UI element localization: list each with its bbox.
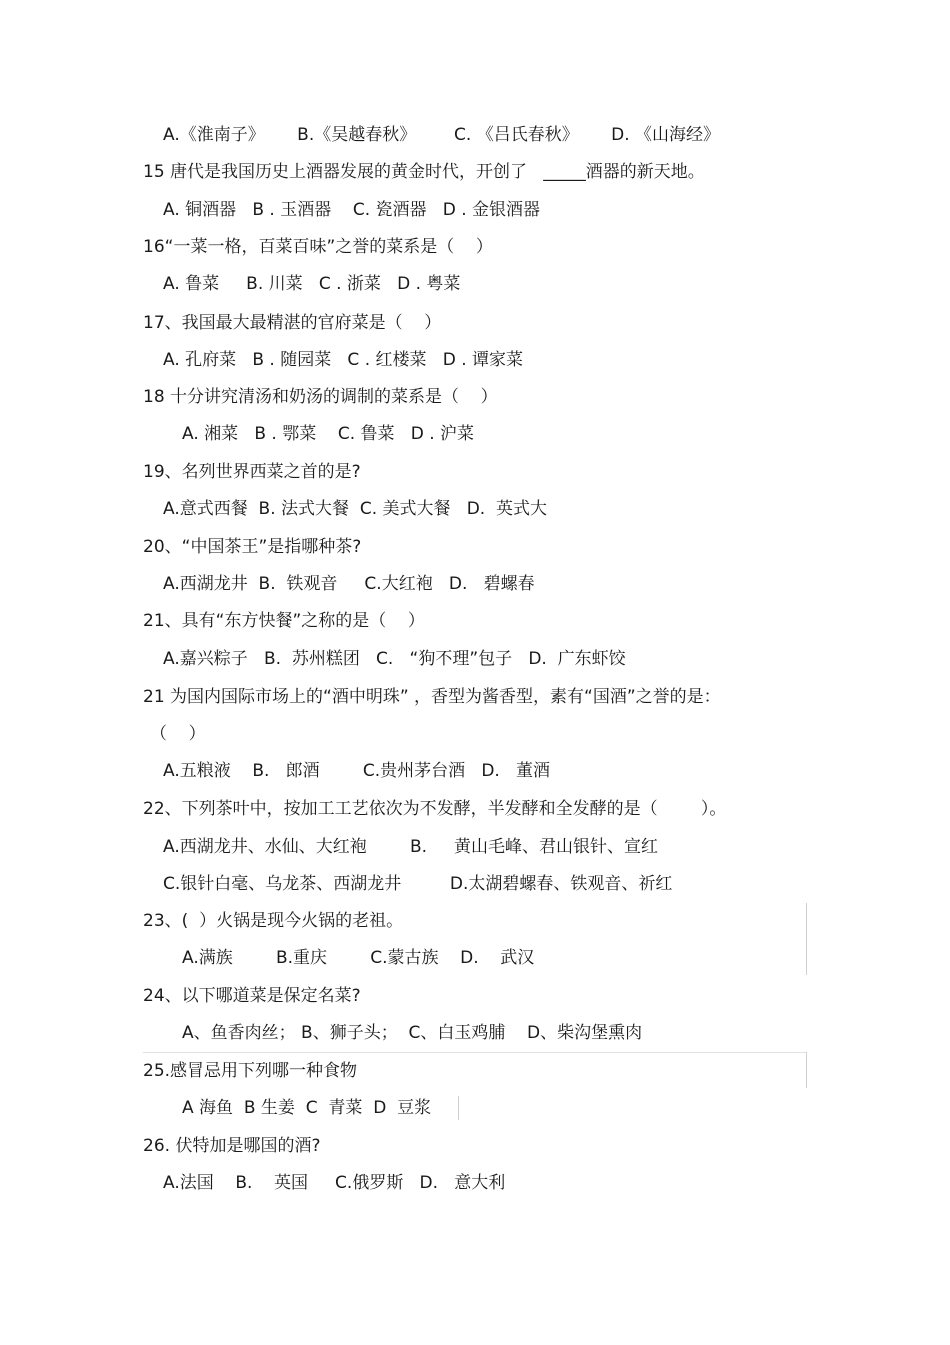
table-border-top-2 [143, 1052, 807, 1053]
q23-options: A.满族 B.重庆 C.蒙古族 D. 武汉 [182, 948, 535, 968]
question-18: 18 十分讲究清汤和奶汤的调制的菜系是（ ） [143, 387, 498, 407]
q16-options: A. 鲁菜 B. 川菜 C . 浙菜 D . 粤菜 [163, 274, 461, 294]
q22-options-cd: C.银针白毫、乌龙茶、西湖龙井 D.太湖碧螺春、铁观音、祈红 [163, 874, 673, 894]
q24-options: A、鱼香肉丝； B、狮子头； C、白玉鸡脯 D、柴沟堡熏肉 [182, 1023, 643, 1043]
q20-options: A.西湖龙井 B. 铁观音 C.大红袍 D. 碧螺春 [163, 574, 535, 594]
question-24: 24、以下哪道菜是保定名菜? [143, 986, 361, 1006]
q18-options: A. 湘菜 B . 鄂菜 C. 鲁菜 D . 沪菜 [182, 424, 475, 444]
question-17: 17、我国最大最精湛的官府菜是（ ） [143, 313, 442, 333]
q22-options-ab: A.西湖龙井、水仙、大红袍 B. 黄山毛峰、君山银针、宣红 [163, 837, 659, 857]
question-15: 15 唐代是我国历史上酒器发展的黄金时代，开创了 _____酒器的新天地。 [143, 162, 705, 182]
table-border-right-1 [806, 903, 807, 975]
question-26: 26. 伏特加是哪国的酒? [143, 1136, 321, 1156]
q25-options: A 海鱼 B 生姜 C 青菜 D 豆浆 [182, 1098, 432, 1118]
table-border-cell [458, 1096, 459, 1120]
question-20: 20、“中国茶王”是指哪种茶? [143, 537, 362, 557]
q21a-options: A.嘉兴粽子 B. 苏州糕团 C. “狗不理”包子 D. 广东虾饺 [163, 649, 626, 669]
q17-options: A. 孔府菜 B . 随园菜 C . 红楼菜 D . 谭家菜 [163, 350, 524, 370]
question-19: 19、名列世界西菜之首的是? [143, 462, 361, 482]
question-16: 16“一菜一格，百菜百味”之誉的菜系是（ ） [143, 237, 493, 257]
q21b-options: A.五粮液 B. 郎酒 C.贵州茅台酒 D. 董酒 [163, 761, 551, 781]
question-22: 22、下列茶叶中，按加工工艺依次为不发酵，半发酵和全发酵的是（ ）。 [143, 799, 727, 819]
question-21b: 21 为国内国际市场上的“酒中明珠” ，香型为酱香型，素有“国酒”之誉的是： [143, 687, 721, 707]
question-23: 23、( ）火锅是现今火锅的老祖。 [143, 911, 404, 931]
q26-options: A.法国 B. 英国 C.俄罗斯 D. 意大利 [163, 1173, 506, 1193]
question-21a: 21、具有“东方快餐”之称的是（ ） [143, 611, 425, 631]
q15-options: A. 铜酒器 B . 玉酒器 C. 瓷酒器 D . 金银酒器 [163, 200, 541, 220]
q14-options: A.《淮南子》 B.《吴越春秋》 C. 《吕氏春秋》 D. 《山海经》 [163, 125, 721, 145]
question-21b-blank: （ ） [150, 724, 206, 744]
table-border-right-2 [806, 1052, 807, 1088]
question-25: 25.感冒忌用下列哪一种食物 [143, 1061, 358, 1081]
q19-options: A.意式西餐 B. 法式大餐 C. 美式大餐 D. 英式大 [163, 499, 548, 519]
